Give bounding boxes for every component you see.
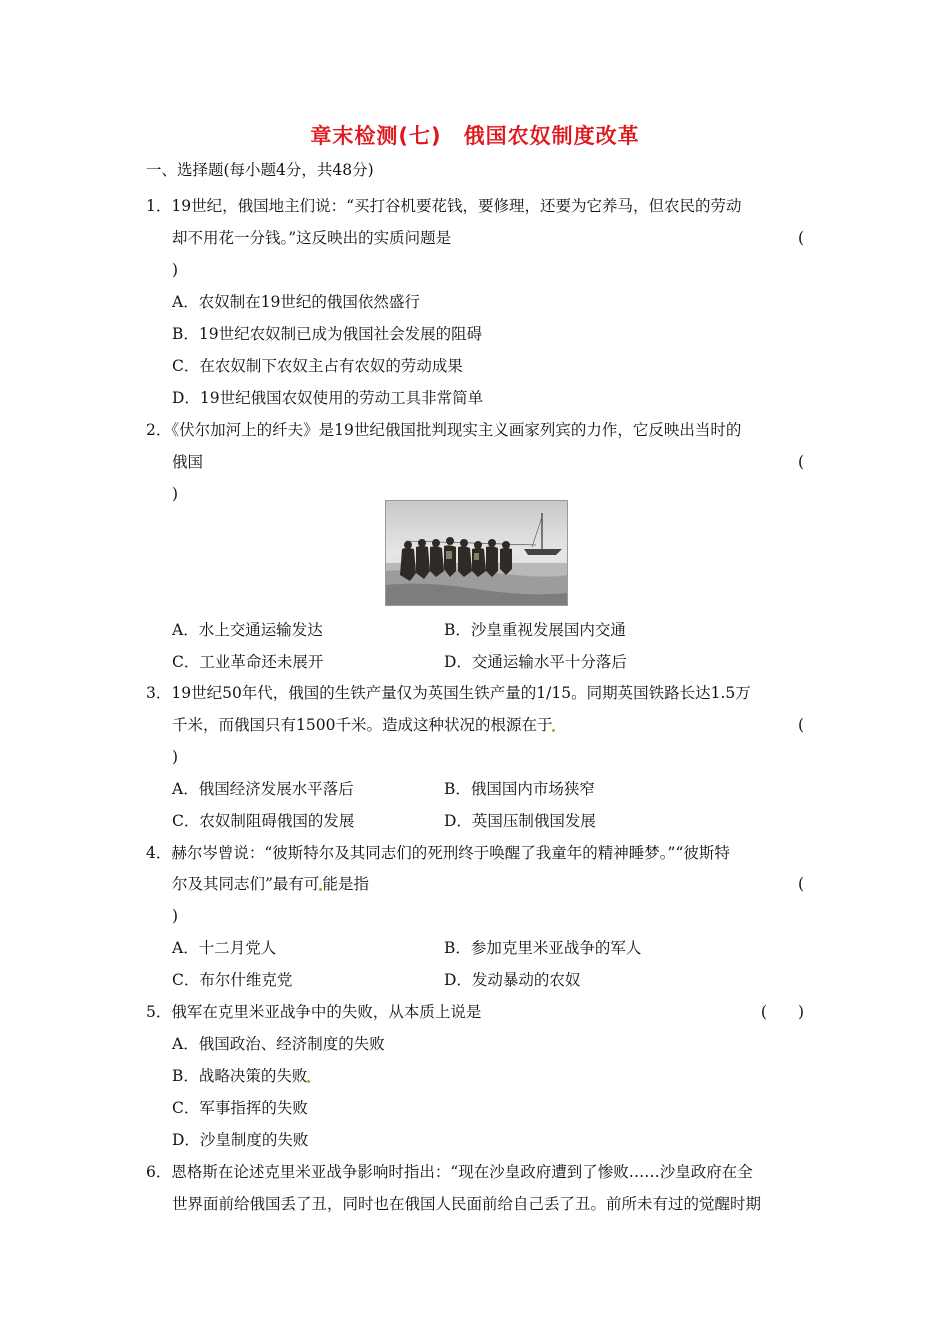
q2-option-b[interactable]: B．沙皇重视发展国内交通	[444, 621, 626, 639]
q2-option-d[interactable]: D．交通运输水平十分落后	[444, 653, 627, 671]
q2-option-a[interactable]: A．水上交通运输发达	[172, 621, 323, 639]
q2-stem-line1: 2．《伏尔加河上的纤夫》是19世纪俄国批判现实主义画家列宾的力作，它反映出当时的	[146, 421, 742, 439]
q4-option-c[interactable]: C．布尔什维克党	[172, 971, 293, 989]
q1-answer-paren-open: (	[797, 229, 804, 247]
q1-answer-paren-close: )	[172, 261, 179, 279]
q1-option-c[interactable]: C．在农奴制下农奴主占有农奴的劳动成果	[172, 357, 463, 375]
q2-answer-paren-close: )	[172, 485, 179, 503]
q5-option-b[interactable]	[172, 1064, 310, 1088]
q4-option-a[interactable]: A．十二月党人	[172, 939, 277, 957]
q2-option-c[interactable]: C．工业革命还未展开	[172, 653, 324, 671]
decorative-dot-icon	[552, 729, 555, 732]
q3-stem-line2	[172, 713, 555, 737]
q5-answer-paren: ( )	[760, 1003, 804, 1021]
q4-stem-line2	[172, 872, 369, 896]
q5-stem: 5．俄军在克里米亚战争中的失败，从本质上说是	[146, 1003, 482, 1021]
q3-stem-line1: 3．19世纪50年代，俄国的生铁产量仅为英国生铁产量的1/15。同期英国铁路长达1.5万	[146, 684, 751, 702]
q6-stem-line2: 世界面前给俄国丢了丑，同时也在俄国人民面前给自己丢了丑。前所未有过的觉醒时期	[172, 1195, 762, 1213]
q5-option-b-text: B．战略决策的失败	[172, 1067, 308, 1085]
q3-option-b[interactable]: B．俄国国内市场狭窄	[444, 780, 595, 798]
q2-stem-line2: 俄国	[172, 453, 204, 471]
q1-option-a[interactable]: A．农奴制在19世纪的俄国依然盛行	[172, 293, 420, 311]
q1-stem-line1: 1．19世纪，俄国地主们说：“买打谷机要花钱，要修理，还要为它养马，但农民的劳动	[146, 197, 742, 215]
q5-option-d[interactable]: D．沙皇制度的失败	[172, 1131, 309, 1149]
q5-option-c[interactable]: C．军事指挥的失败	[172, 1099, 308, 1117]
q4-stem-line1: 4．赫尔岑曾说：“彼斯特尔及其同志们的死刑终于唤醒了我童年的精神睡梦。”“彼斯特	[146, 844, 730, 862]
q1-option-d[interactable]: D．19世纪俄国农奴使用的劳动工具非常简单	[172, 389, 484, 407]
volga-boatmen-painting	[385, 500, 568, 606]
section-heading: 一、选择题(每小题4分，共48分)	[146, 161, 374, 179]
q4-option-b[interactable]: B．参加克里米亚战争的军人	[444, 939, 642, 957]
q2-answer-paren-open: (	[797, 453, 804, 471]
q3-option-c[interactable]: C．农奴制阻碍俄国的发展	[172, 812, 355, 830]
q1-option-b[interactable]: B．19世纪农奴制已成为俄国社会发展的阻碍	[172, 325, 483, 343]
q4-answer-paren-open: (	[797, 875, 804, 893]
q4-option-d[interactable]: D．发动暴动的农奴	[444, 971, 581, 989]
page-title: 章末检测(七) 俄国农奴制度改革	[310, 124, 640, 148]
q3-answer-paren-open: (	[797, 716, 804, 734]
q5-option-a[interactable]: A．俄国政治、经济制度的失败	[172, 1035, 385, 1053]
decorative-dot-icon	[307, 1080, 310, 1083]
q3-answer-paren-close: )	[172, 748, 179, 766]
q1-stem-line2: 却不用花一分钱。”这反映出的实质问题是	[172, 229, 452, 247]
q4-answer-paren-close: )	[172, 907, 179, 925]
q3-stem-text: 千米，而俄国只有1500千米。造成这种状况的根源在于	[172, 716, 553, 734]
q3-option-d[interactable]: D．英国压制俄国发展	[444, 812, 596, 830]
q4-stem-part2: 能是指	[322, 875, 369, 893]
q3-option-a[interactable]: A．俄国经济发展水平落后	[172, 780, 354, 798]
q4-stem-part1: 尔及其同志们”最有可	[172, 875, 320, 893]
q6-stem-line1: 6．恩格斯在论述克里米亚战争影响时指出：“现在沙皇政府遭到了惨败……沙皇政府在全	[146, 1163, 753, 1181]
